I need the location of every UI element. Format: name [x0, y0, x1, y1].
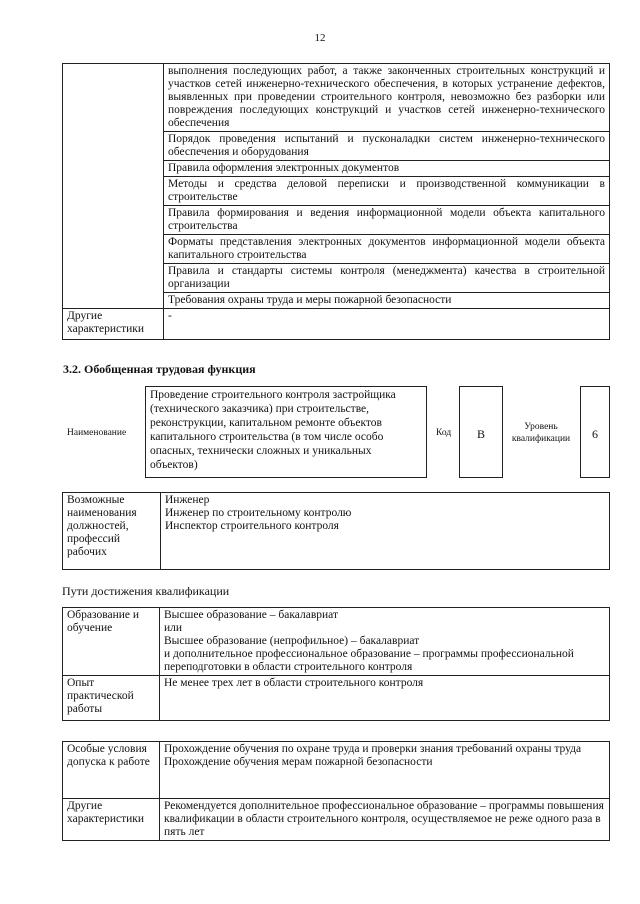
positions-table	[62, 492, 610, 570]
knowledge-item: Требования охраны труда и меры пожарной безопасности	[164, 293, 610, 309]
name-label: Наименование	[67, 428, 127, 438]
condition-line: Прохождение обучения мерам пожарной безопасности	[164, 756, 433, 768]
condition-line: Прохождение обучения по охране труда и проверки знания требований охраны труда	[164, 743, 582, 755]
other-characteristics-label: Другие характеристики	[63, 799, 160, 841]
position-item: Инженер	[165, 494, 210, 506]
code-label: Код	[436, 428, 452, 438]
qualification-level-label: Уровень квалификации	[511, 422, 571, 444]
positions-values	[161, 493, 610, 570]
qualification-paths-heading: Пути достижения квалификации	[62, 584, 230, 598]
code-value: B	[459, 386, 503, 478]
position-item: Инженер по строительному контролю	[165, 507, 352, 519]
other-characteristics-label: Другие характеристики	[63, 309, 164, 340]
education-values	[160, 608, 610, 676]
admission-conditions-values	[160, 742, 610, 799]
section-heading: 3.2. Обобщенная трудовая функция	[63, 362, 256, 376]
knowledge-item: Методы и средства деловой переписки и производственной коммуникации в строительстве	[164, 177, 610, 206]
function-name-value: Проведение строительного контроля застройщика (технического заказчика) при строительстве, реконструкции, капитальном ремонте объектов капитального строительства (в том числе особо опасных, технически сложных и уникальных объектов)	[145, 386, 427, 478]
conditions-table	[62, 741, 610, 841]
education-line: или	[164, 622, 183, 634]
education-line: Высшее образование (непрофильное) – бакалавриат	[164, 635, 420, 647]
knowledge-item: Правила формирования и ведения информационной модели объекта капитального строительства	[164, 206, 610, 235]
admission-conditions-label: Особые условия допуска к работе	[63, 742, 160, 799]
other-characteristics-value: -	[164, 309, 610, 340]
positions-label: Возможные наименования должностей, профессий рабочих	[63, 493, 161, 570]
education-table	[62, 607, 610, 721]
education-line: Высшее образование – бакалавриат	[164, 609, 338, 621]
page-number: 12	[314, 32, 326, 44]
education-label: Образование и обучение	[63, 608, 160, 676]
position-item: Инспектор строительного контроля	[165, 520, 339, 532]
knowledge-item: Правила оформления электронных документов	[164, 161, 610, 177]
experience-value: Не менее трех лет в области строительного контроля	[160, 676, 610, 721]
knowledge-item: Форматы представления электронных документов информационной модели объекта капитального строительства	[164, 235, 610, 264]
knowledge-item: Порядок проведения испытаний и пусконаладки систем инженерно-технического обеспечения и оборудования	[164, 132, 610, 161]
education-line: и дополнительное профессиональное образование – программы профессиональной переподготовки в области строительного контроля	[164, 648, 574, 673]
row-label-empty	[63, 64, 164, 309]
experience-label: Опыт практической работы	[63, 676, 160, 721]
knowledge-item: Правила и стандарты системы контроля (менеджмента) качества в строительной организации	[164, 264, 610, 293]
other-characteristics-value: Рекомендуется дополнительное профессиональное образование – программы повышения квалификации в области строительного контроля, осуществляемое не реже одного раза в пять лет	[160, 799, 610, 841]
knowledge-table	[62, 63, 610, 340]
knowledge-item: выполнения последующих работ, а также законченных строительных конструкций и участков сетей инженерно-технического обеспечения, в которых устранение дефектов, выявленных при проведении строительного контроля, невозможно без разборки или повреждения последующих конструкций и участков сетей инженерно-технического обеспечения	[164, 64, 610, 132]
qualification-level-value: 6	[580, 386, 610, 478]
